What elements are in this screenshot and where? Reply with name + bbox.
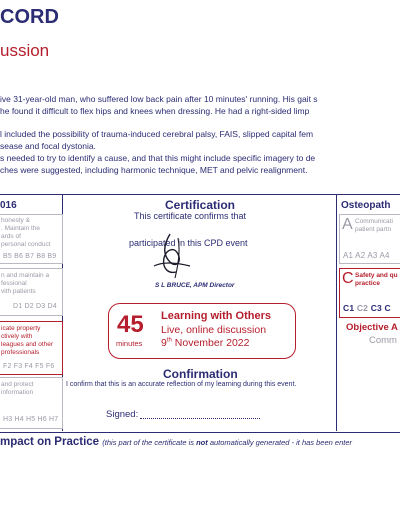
box-f-text-3: leagues and other	[1, 341, 54, 348]
box-a-text-2: patient partn	[355, 226, 392, 233]
box-a-text-1: Communicati	[355, 218, 393, 225]
box-d-codes: D1 D2 D3 D4	[13, 303, 57, 310]
standard-box-a	[339, 214, 400, 264]
box-d-text-3: vith patients	[1, 288, 36, 295]
standard-box-c	[339, 268, 400, 318]
impact-note	[102, 438, 352, 447]
standard-box-h	[0, 377, 63, 429]
case-line-6: ches were suggested, including harmonic technique, MET and pelvic realignment.	[0, 165, 308, 175]
signed-label: Signed:	[106, 409, 139, 420]
impact-note-suffix: automatically generated - it has been enter	[207, 438, 353, 447]
case-line-4: sease and focal dystonia.	[0, 141, 96, 151]
signature-mark	[148, 232, 198, 282]
impact-heading: mpact on Practice	[0, 436, 100, 448]
page-subtitle: ussion	[0, 41, 50, 60]
box-c-letter: C	[342, 270, 354, 287]
event-box	[108, 303, 296, 359]
certification-line-1: This certificate confirms that	[134, 211, 247, 221]
box-f-text-2: ctively with	[1, 333, 33, 340]
comm-label: Comm	[369, 335, 397, 346]
box-a-code-4: A4	[379, 251, 390, 260]
box-a-code-1: A1	[343, 251, 354, 260]
standard-box-b	[0, 214, 63, 264]
event-date-suffix: th	[166, 337, 172, 344]
box-b-codes: B5 B6 B7 B8 B9	[3, 253, 57, 260]
standard-box-f	[0, 321, 63, 375]
confirmation-text: I confirm that this is an accurate reflection of my learning during this event.	[66, 381, 297, 388]
certification-heading: Certification	[165, 198, 236, 212]
box-c-codes	[343, 303, 391, 313]
event-title: Learning with Others	[161, 310, 272, 322]
box-c-text-1: Safety and qu	[355, 272, 398, 279]
impact-note-bold: not	[196, 438, 208, 447]
case-line-5: s needed to try to identify a cause, and that this might include specific imagery to de	[0, 153, 316, 163]
box-b-text-1: honesty &	[1, 217, 30, 224]
confirmation-heading: Confirmation	[163, 367, 238, 381]
box-c-code-2: C2	[356, 303, 369, 313]
box-a-codes	[343, 251, 390, 260]
box-f-text-1: icate property	[1, 325, 41, 332]
signature-line[interactable]	[140, 418, 260, 419]
case-line-3: l included the possibility of trauma-induced cerebral palsy, FAIS, slipped capital fem	[0, 129, 314, 139]
right-column-heading: Osteopath	[341, 200, 391, 211]
box-d-text-2: fessional	[1, 280, 27, 287]
box-f-text-4: professionals	[1, 349, 40, 356]
box-c-text-2: practice	[355, 280, 380, 287]
box-a-letter: A	[342, 216, 353, 233]
event-date-rest: November 2022	[171, 337, 250, 349]
box-a-code-2: A2	[355, 251, 366, 260]
box-h-text-2: information	[1, 389, 34, 396]
case-line-2: he found it difficult to flex hips and knees when dressing. He had a right-sided limp	[0, 106, 310, 116]
impact-section	[0, 436, 352, 448]
event-format: Live, online discussion	[161, 324, 267, 336]
box-b-text-4: personal conduct	[1, 241, 51, 248]
signatory-name: S L BRUCE, APM Director	[155, 282, 235, 289]
box-c-code-4: C	[384, 303, 391, 313]
box-b-text-3: ards of	[1, 233, 21, 240]
box-d-text-1: n and maintain a	[1, 272, 50, 279]
event-date-day: 9	[161, 337, 167, 349]
box-c-code-1: C1	[343, 303, 355, 313]
box-h-codes: H3 H4 H5 H6 H7	[3, 416, 59, 423]
event-date	[161, 337, 250, 349]
impact-note-prefix: (this part of the certificate is	[102, 438, 197, 447]
divider-right	[336, 195, 337, 431]
event-duration-value: 45	[117, 311, 144, 338]
box-a-code-3: A3	[367, 251, 378, 260]
objective-label: Objective A	[346, 322, 398, 333]
certification-line-2: participated in this CPD event	[129, 238, 248, 248]
standard-box-d	[0, 268, 63, 316]
box-c-code-3: C3	[370, 303, 382, 313]
box-b-text-2: . Maintain the	[1, 225, 41, 232]
event-duration-unit: minutes	[116, 339, 143, 348]
case-line-1: ive 31-year-old man, who suffered low back pain after 10 minutes' running. His gait s	[0, 94, 318, 104]
left-column-heading: 016	[0, 200, 17, 211]
box-h-text-1: and protect	[1, 381, 34, 388]
box-f-codes: F2 F3 F4 F5 F6	[3, 363, 55, 370]
page-title: CORD	[0, 6, 59, 28]
